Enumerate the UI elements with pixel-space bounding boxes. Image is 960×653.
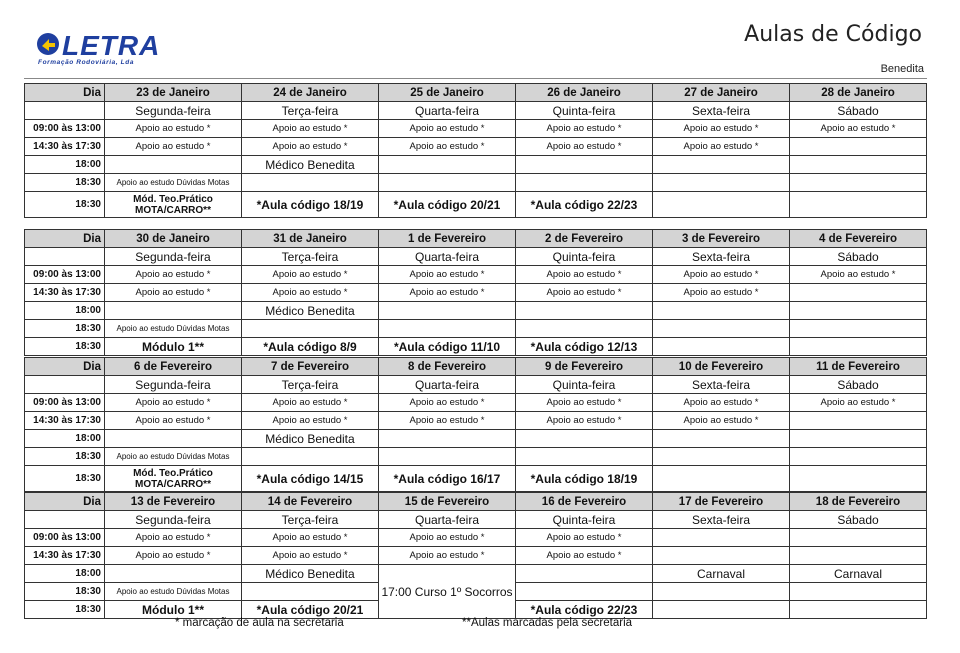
time-label: 14:30 às 17:30 xyxy=(25,412,105,430)
weekday-cell: Sexta-feira xyxy=(653,248,790,266)
brand-name: LETRA xyxy=(62,30,161,61)
session-cell: Apoio ao estudo * xyxy=(516,529,653,547)
date-row xyxy=(25,493,927,511)
session-cell: Apoio ao estudo * xyxy=(516,394,653,412)
week-table-1 xyxy=(24,83,927,218)
date-cell: 10 de Fevereiro xyxy=(653,358,790,376)
time-label: 09:00 às 13:00 xyxy=(25,266,105,284)
date-cell: 28 de Janeiro xyxy=(790,84,927,102)
week-table-4 xyxy=(24,492,927,619)
session-cell: Apoio ao estudo * xyxy=(242,547,379,565)
session-cell: Apoio ao estudo * xyxy=(105,138,242,156)
weekday-cell: Terça-feira xyxy=(242,376,379,394)
session-cell: Apoio ao estudo * xyxy=(379,120,516,138)
weekday-cell: Quarta-feira xyxy=(379,376,516,394)
session-cell: Apoio ao estudo * xyxy=(379,138,516,156)
session-cell: *Aula código 11/10 xyxy=(379,338,516,356)
header-divider xyxy=(24,78,927,79)
dia-label: Dia xyxy=(25,84,105,102)
session-cell: Apoio ao estudo * xyxy=(790,394,927,412)
session-cell: Apoio ao estudo * xyxy=(105,412,242,430)
time-label: 09:00 às 13:00 xyxy=(25,394,105,412)
week-table-2 xyxy=(24,229,927,356)
slot-row xyxy=(25,174,927,192)
weekday-cell: Quarta-feira xyxy=(379,511,516,529)
date-cell: 30 de Janeiro xyxy=(105,230,242,248)
time-label: 18:30 xyxy=(25,466,105,492)
session-cell: Apoio ao estudo * xyxy=(379,394,516,412)
session-cell: Apoio ao estudo * xyxy=(242,529,379,547)
session-cell: Apoio ao estudo * xyxy=(516,266,653,284)
time-label: 18:00 xyxy=(25,430,105,448)
weekday-cell: Quinta-feira xyxy=(516,102,653,120)
date-cell: 3 de Fevereiro xyxy=(653,230,790,248)
weekday-cell: Terça-feira xyxy=(242,511,379,529)
date-cell: 2 de Fevereiro xyxy=(516,230,653,248)
session-cell: Apoio ao estudo * xyxy=(242,394,379,412)
session-cell: Carnaval xyxy=(653,565,790,583)
slot-row xyxy=(25,547,927,565)
date-cell: 6 de Fevereiro xyxy=(105,358,242,376)
session-cell: Apoio ao estudo * xyxy=(242,284,379,302)
weekday-row xyxy=(25,511,927,529)
brand-tagline: Formação Rodoviária, Lda xyxy=(38,59,135,66)
location-label: Benedita xyxy=(880,63,924,75)
session-cell: Apoio ao estudo * xyxy=(379,412,516,430)
time-label: 18:30 xyxy=(25,601,105,619)
dia-label: Dia xyxy=(25,230,105,248)
date-cell: 7 de Fevereiro xyxy=(242,358,379,376)
session-cell: Apoio ao estudo * xyxy=(105,547,242,565)
weekday-cell: Segunda-feira xyxy=(105,376,242,394)
session-cell: Apoio ao estudo * xyxy=(105,266,242,284)
slot-row xyxy=(25,412,927,430)
session-cell: Mód. Teo.Prático MOTA/CARRO** xyxy=(105,466,242,492)
session-cell: Apoio ao estudo Dúvidas Motas xyxy=(105,174,242,192)
session-cell: Apoio ao estudo * xyxy=(242,138,379,156)
session-cell: Carnaval xyxy=(790,565,927,583)
week-table-3 xyxy=(24,357,927,492)
date-cell: 24 de Janeiro xyxy=(242,84,379,102)
date-cell: 15 de Fevereiro xyxy=(379,493,516,511)
slot-row xyxy=(25,430,927,448)
date-cell: 8 de Fevereiro xyxy=(379,358,516,376)
weekday-row xyxy=(25,248,927,266)
time-label: 18:00 xyxy=(25,156,105,174)
date-cell: 23 de Janeiro xyxy=(105,84,242,102)
weekday-cell: Segunda-feira xyxy=(105,102,242,120)
date-cell: 4 de Fevereiro xyxy=(790,230,927,248)
slot-row xyxy=(25,529,927,547)
date-cell: 9 de Fevereiro xyxy=(516,358,653,376)
session-cell: Apoio ao estudo * xyxy=(516,547,653,565)
time-label: 18:00 xyxy=(25,565,105,583)
session-cell: Apoio ao estudo Dúvidas Motas xyxy=(105,320,242,338)
weekday-cell: Segunda-feira xyxy=(105,248,242,266)
slot-row xyxy=(25,138,927,156)
session-cell: Apoio ao estudo * xyxy=(379,547,516,565)
session-cell: 17:00 Curso 1º Socorros xyxy=(379,565,516,619)
weekday-cell: Sexta-feira xyxy=(653,376,790,394)
session-cell: *Aula código 22/23 xyxy=(516,601,653,619)
slot-row xyxy=(25,394,927,412)
time-label: 18:00 xyxy=(25,302,105,320)
session-cell: Apoio ao estudo * xyxy=(653,394,790,412)
session-cell: Médico Benedita xyxy=(242,430,379,448)
weekday-cell: Quinta-feira xyxy=(516,376,653,394)
dia-label: Dia xyxy=(25,493,105,511)
date-cell: 31 de Janeiro xyxy=(242,230,379,248)
session-cell: Apoio ao estudo * xyxy=(105,394,242,412)
session-cell: Apoio ao estudo * xyxy=(653,284,790,302)
slot-row xyxy=(25,302,927,320)
date-cell: 27 de Janeiro xyxy=(653,84,790,102)
slot-row xyxy=(25,284,927,302)
date-cell: 25 de Janeiro xyxy=(379,84,516,102)
session-cell: Médico Benedita xyxy=(242,302,379,320)
weekday-cell: Sábado xyxy=(790,511,927,529)
weekday-cell: Quinta-feira xyxy=(516,248,653,266)
weekday-cell: Sábado xyxy=(790,102,927,120)
weekday-cell: Quinta-feira xyxy=(516,511,653,529)
session-cell: *Aula código 12/13 xyxy=(516,338,653,356)
session-cell: Apoio ao estudo * xyxy=(379,284,516,302)
session-cell: Apoio ao estudo * xyxy=(379,529,516,547)
date-cell: 16 de Fevereiro xyxy=(516,493,653,511)
session-cell: Apoio ao estudo * xyxy=(653,266,790,284)
date-cell: 17 de Fevereiro xyxy=(653,493,790,511)
footnote-right: **Aulas marcadas pela secretaria xyxy=(462,617,633,629)
slot-row xyxy=(25,565,927,583)
weekday-cell: Sábado xyxy=(790,376,927,394)
session-cell: Apoio ao estudo Dúvidas Motas xyxy=(105,583,242,601)
slot-row xyxy=(25,320,927,338)
session-cell: Apoio ao estudo * xyxy=(653,120,790,138)
weekday-cell: Sexta-feira xyxy=(653,102,790,120)
session-cell: Apoio ao estudo * xyxy=(105,529,242,547)
time-label: 18:30 xyxy=(25,192,105,218)
time-label: 18:30 xyxy=(25,320,105,338)
weekday-cell: Terça-feira xyxy=(242,102,379,120)
session-cell: Apoio ao estudo * xyxy=(790,120,927,138)
session-cell: Apoio ao estudo * xyxy=(105,284,242,302)
session-cell: Apoio ao estudo * xyxy=(105,120,242,138)
session-cell: *Aula código 22/23 xyxy=(516,192,653,218)
session-cell: Mód. Teo.Prático MOTA/CARRO** xyxy=(105,192,242,218)
session-cell: Apoio ao estudo * xyxy=(242,120,379,138)
session-cell: *Aula código 16/17 xyxy=(379,466,516,492)
session-cell: Médico Benedita xyxy=(242,565,379,583)
weekday-row xyxy=(25,102,927,120)
footnote-left: * marcação de aula na secretaria xyxy=(175,617,344,629)
session-cell: *Aula código 20/21 xyxy=(242,601,379,619)
time-label: 09:00 às 13:00 xyxy=(25,120,105,138)
slot-row xyxy=(25,448,927,466)
session-cell: *Aula código 18/19 xyxy=(516,466,653,492)
session-cell: Apoio ao estudo * xyxy=(516,120,653,138)
session-cell: Apoio ao estudo * xyxy=(653,412,790,430)
date-row xyxy=(25,358,927,376)
session-cell: *Aula código 20/21 xyxy=(379,192,516,218)
date-cell: 14 de Fevereiro xyxy=(242,493,379,511)
session-cell: Apoio ao estudo Dúvidas Motas xyxy=(105,448,242,466)
date-cell: 13 de Fevereiro xyxy=(105,493,242,511)
weekday-row xyxy=(25,376,927,394)
slot-row xyxy=(25,120,927,138)
session-cell: Apoio ao estudo * xyxy=(653,138,790,156)
time-label: 14:30 às 17:30 xyxy=(25,547,105,565)
session-cell: Apoio ao estudo * xyxy=(242,412,379,430)
slot-row xyxy=(25,266,927,284)
session-cell: Apoio ao estudo * xyxy=(516,138,653,156)
session-cell: Módulo 1** xyxy=(105,601,242,619)
time-label: 18:30 xyxy=(25,448,105,466)
date-cell: 26 de Janeiro xyxy=(516,84,653,102)
slot-row xyxy=(25,466,927,492)
session-cell: Apoio ao estudo * xyxy=(516,412,653,430)
page-title: Aulas de Código xyxy=(744,22,922,47)
slot-row xyxy=(25,338,927,356)
slot-row xyxy=(25,192,927,218)
time-label: 14:30 às 17:30 xyxy=(25,138,105,156)
session-cell: *Aula código 18/19 xyxy=(242,192,379,218)
weekday-cell: Terça-feira xyxy=(242,248,379,266)
time-label: 18:30 xyxy=(25,338,105,356)
time-label: 14:30 às 17:30 xyxy=(25,284,105,302)
session-cell: *Aula código 14/15 xyxy=(242,466,379,492)
session-cell: Apoio ao estudo * xyxy=(516,284,653,302)
dia-label: Dia xyxy=(25,358,105,376)
date-cell: 11 de Fevereiro xyxy=(790,358,927,376)
weekday-cell: Segunda-feira xyxy=(105,511,242,529)
session-cell: Apoio ao estudo * xyxy=(242,266,379,284)
date-row xyxy=(25,84,927,102)
session-cell: *Aula código 8/9 xyxy=(242,338,379,356)
date-row xyxy=(25,230,927,248)
time-label: 18:30 xyxy=(25,583,105,601)
date-cell: 18 de Fevereiro xyxy=(790,493,927,511)
session-cell: Módulo 1** xyxy=(105,338,242,356)
session-cell: Apoio ao estudo * xyxy=(790,266,927,284)
session-cell: Apoio ao estudo * xyxy=(379,266,516,284)
slot-row xyxy=(25,156,927,174)
weekday-cell: Sábado xyxy=(790,248,927,266)
date-cell: 1 de Fevereiro xyxy=(379,230,516,248)
weekday-cell: Sexta-feira xyxy=(653,511,790,529)
weekday-cell: Quarta-feira xyxy=(379,248,516,266)
time-label: 09:00 às 13:00 xyxy=(25,529,105,547)
session-cell: Médico Benedita xyxy=(242,156,379,174)
weekday-cell: Quarta-feira xyxy=(379,102,516,120)
time-label: 18:30 xyxy=(25,174,105,192)
